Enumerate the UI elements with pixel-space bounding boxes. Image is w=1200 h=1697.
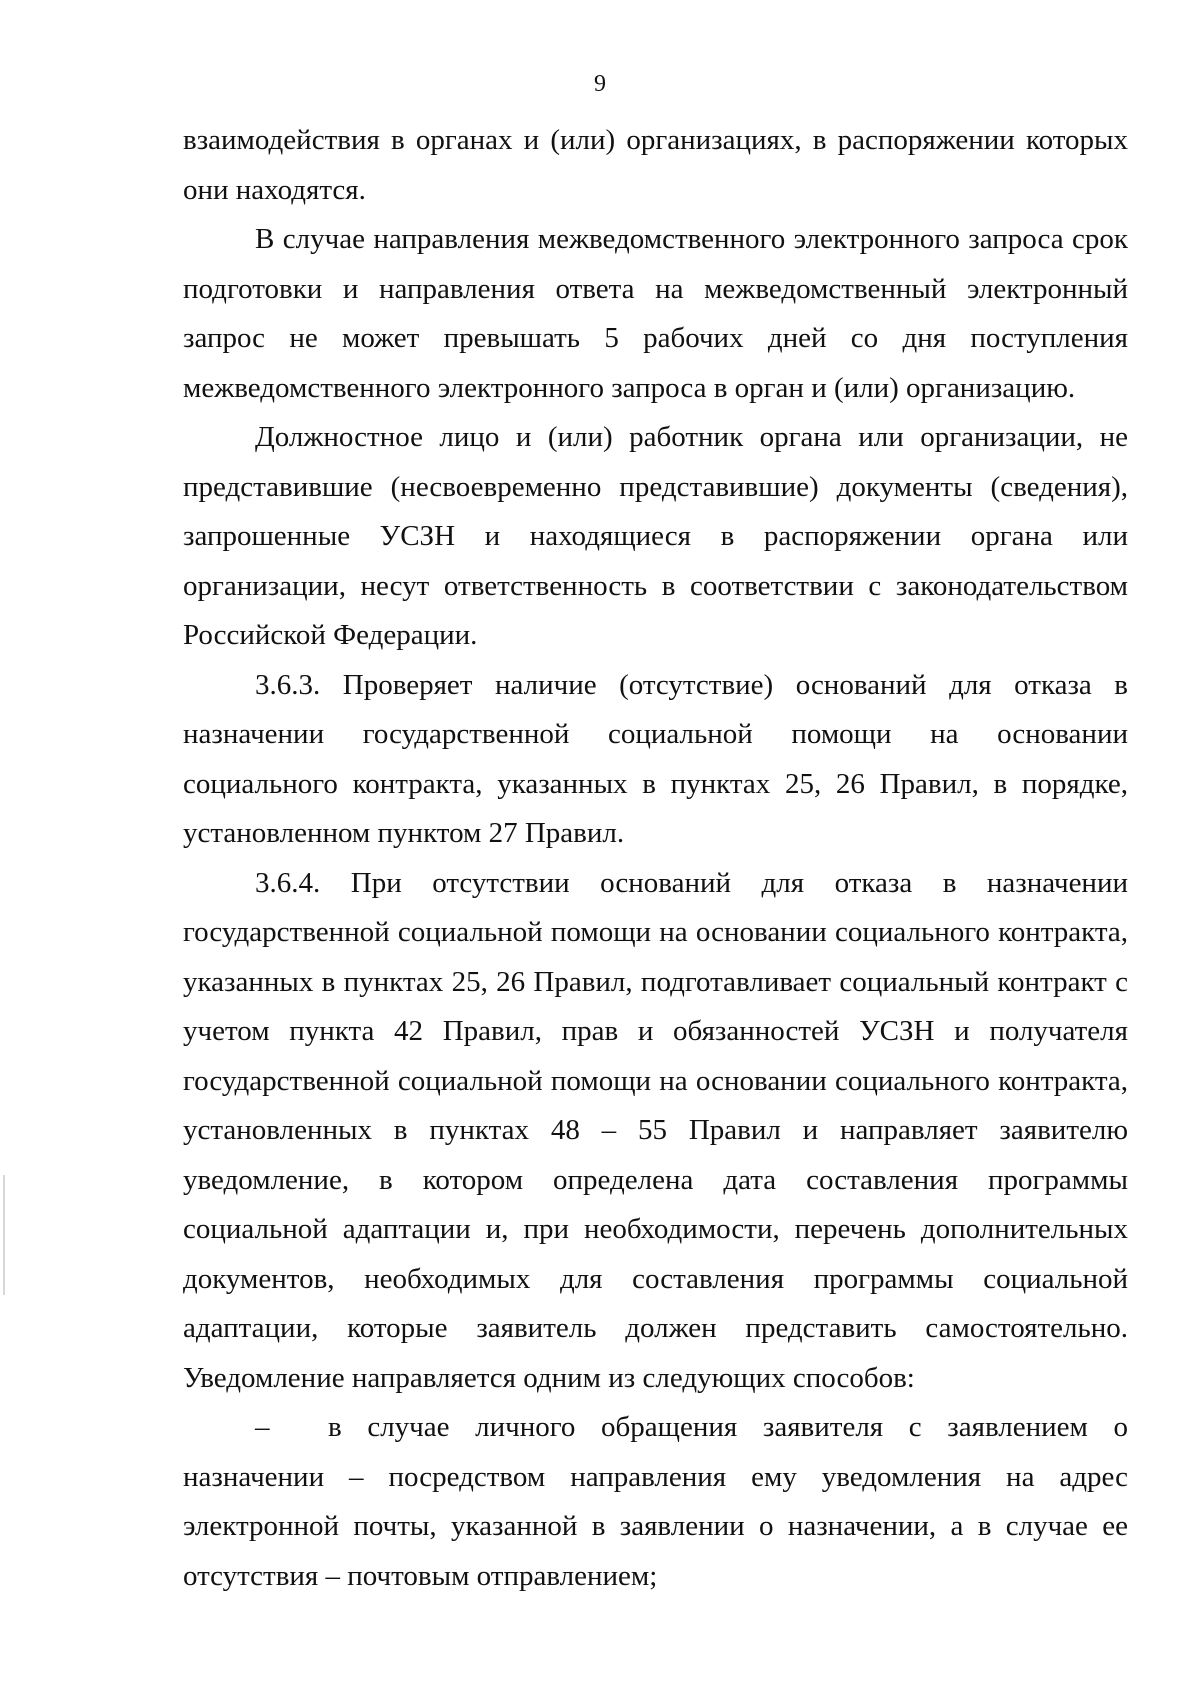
margin-mark	[3, 1175, 5, 1295]
list-item	[183, 1403, 1128, 1601]
list-item-text: в случае личного обращения заявителя с заявлением о назначении – посредством направления ему уведомления на адрес электронной почты, указанной в заявлении о назначении, а в случае ее отсутствия – почтовым отправлением;	[183, 1411, 1128, 1592]
paragraph-3-6-4: 3.6.4. При отсутствии оснований для отказа в назначении государственной социальной помощи на основании социального контракта, указанных в пунктах 25, 26 Правил, подготавливает социальный контракт с учетом пункта 42 Правил, прав и обязанностей УСЗН и получателя государственной социальной помощи на основании социального контракта, установленных в пунктах 48 – 55 Правил и направляет заявителю уведомление, в котором определена дата составления программы социальной адаптации и, при необходимости, перечень дополнительных документов, необходимых для составления программы социальной адаптации, которые заявитель должен представить самостоятельно. Уведомление направляется одним из следующих способов:	[183, 866, 1128, 1394]
paragraph-interagency-request-deadline: В случае направления межведомственного электронного запроса срок подготовки и направления ответа на межведомственный электронный запрос не может превышать 5 рабочих дней со дня поступления межведомственного электронного запроса в орган и (или) организацию.	[183, 223, 1128, 404]
document-body	[183, 116, 1128, 1601]
page-number: 9	[594, 71, 606, 97]
list-dash-marker: –	[255, 1411, 270, 1443]
paragraph-continuation: взаимодействия в органах и (или) организациях, в распоряжении которых они находятся.	[183, 124, 1128, 206]
paragraph-3-6-3: 3.6.3. Проверяет наличие (отсутствие) оснований для отказа в назначении государственной социальной помощи на основании социального контракта, указанных в пунктах 25, 26 Правил, в порядке, установленном пунктом 27 Правил.	[183, 668, 1128, 849]
paragraph-responsibility: Должностное лицо и (или) работник органа или организации, не представившие (несвоевременно представившие) документы (сведения), запрошенные УСЗН и находящиеся в распоряжении органа или организации, несут ответственность в соответствии с законодательством Российской Федерации.	[183, 421, 1128, 651]
